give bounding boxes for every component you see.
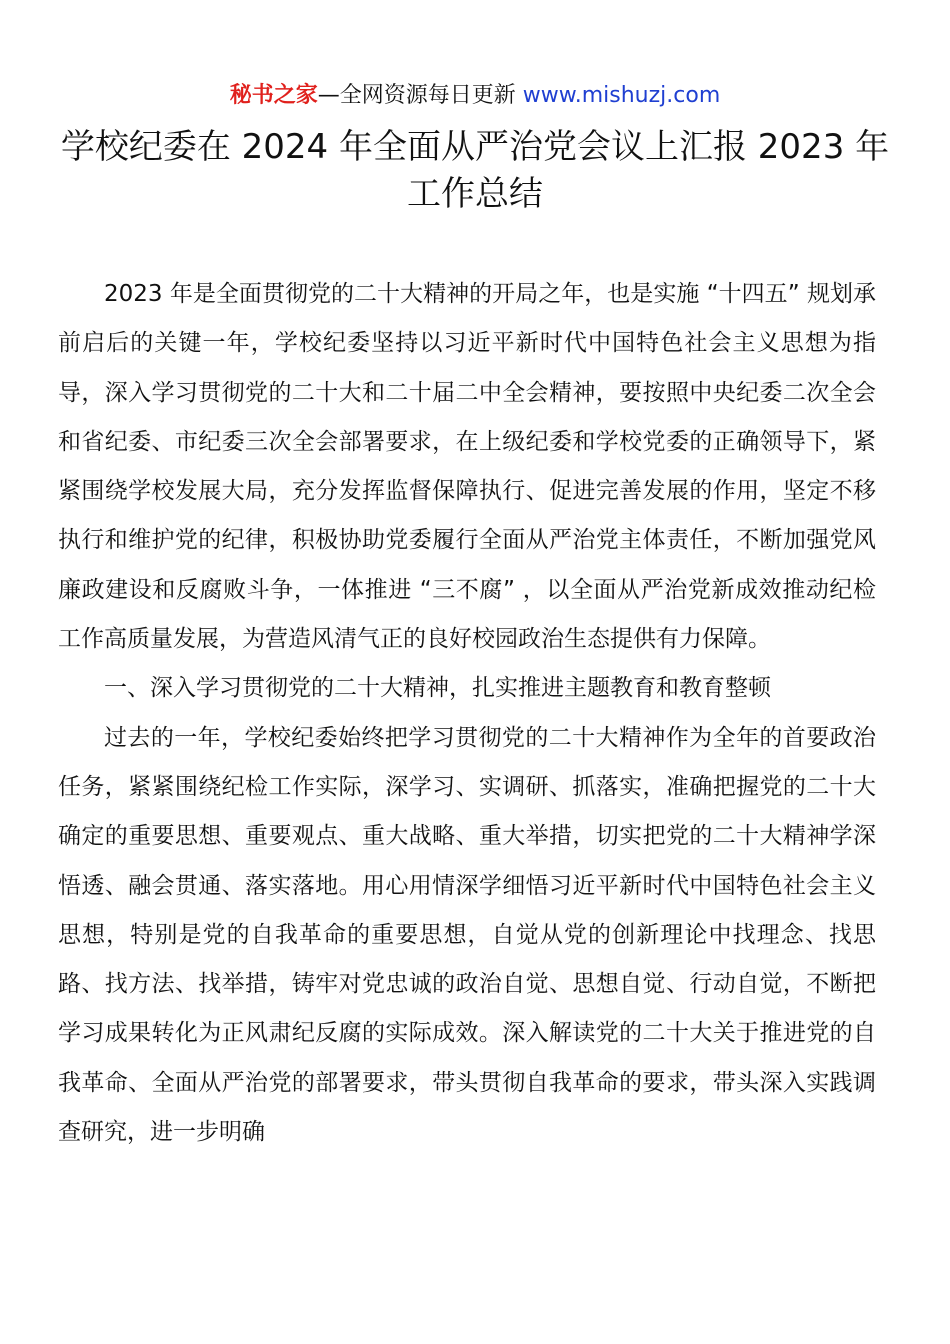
document-body [58,270,876,1157]
section-heading-1: 一、深入学习贯彻党的二十大精神，扎实推进主题教育和教育整顿 [104,675,771,702]
site-header [0,80,950,112]
paragraph-section-1: 过去的一年，学校纪委始终把学习贯彻党的二十大精神作为全年的首要政治任务，紧紧围绕纪检工作实际，深学习、实调研、抓落实，准确把握党的二十大确定的重要思想、重要观点、重大战略、重大举措，切实把党的二十大精神学深悟透、融会贯通、落实落地。用心用情深学细悟习近平新时代中国特色社会主义思想，特别是党的自我革命的重要思想，自觉从党的创新理论中找理念、找思路、找方法、找举措，铸牢对党忠诚的政治自觉、思想自觉、行动自觉，不断把学习成果转化为正风肃纪反腐的实际成效。深入解读党的二十大关于推进党的自我革命、全面从严治党的部署要求，带头贯彻自我革命的要求，带头深入实践调查研究，进一步明确 [58,724,876,1146]
title-line-2: 工作总结 [407,174,543,214]
header-tagline: —全网资源每日更新 [317,83,516,108]
site-url-link[interactable]: www.mishuzj.com [522,83,721,108]
document-title [60,124,890,218]
title-line-1: 学校纪委在 2024 年全面从严治党会议上汇报 2023 年 [60,127,890,167]
brand-name: 秘书之家 [229,83,318,108]
paragraph-intro: 2023 年是全面贯彻党的二十大精神的开局之年，也是实施 “十四五” 规划承前启后的关键一年，学校纪委坚持以习近平新时代中国特色社会主义思想为指导，深入学习贯彻党的二十大和二十届二中全会精神，要按照中央纪委二次全会和省纪委、市纪委三次全会部署要求，在上级纪委和学校党委的正确领导下，紧紧围绕学校发展大局，充分发挥监督保障执行、促进完善发展的作用，坚定不移执行和维护党的纪律，积极协助党委履行全面从严治党主体责任，不断加强党风廉政建设和反腐败斗争，一体推进 “三不腐” ，以全面从严治党新成效推动纪检工作高质量发展，为营造风清气正的良好校园政治生态提供有力保障。 [58,281,876,653]
